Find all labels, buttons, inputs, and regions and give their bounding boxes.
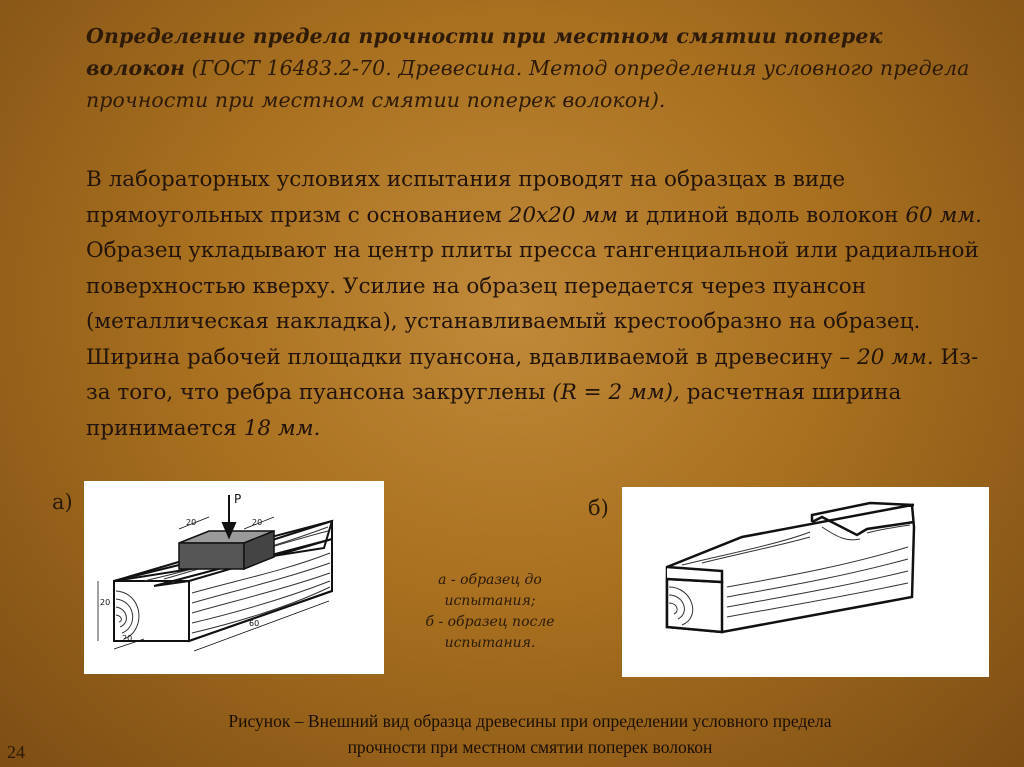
body-dim-len: 60 мм. bbox=[905, 202, 983, 228]
slide-title bbox=[86, 20, 986, 116]
force-label: P bbox=[234, 492, 242, 506]
body-p1: В лабораторных условиях испытания проводят на образцах в виде прямоугольных призм с основанием bbox=[86, 167, 846, 228]
body-text bbox=[86, 162, 986, 446]
legend-line-4: испытания. bbox=[444, 635, 536, 651]
body-dim-base: 20х20 мм bbox=[508, 202, 618, 228]
legend-line-1: а - образец до bbox=[438, 572, 542, 588]
figure-label-b: б) bbox=[588, 496, 609, 520]
body-p2: и длиной вдоль волокон bbox=[617, 202, 906, 228]
dim-top-right: 20 bbox=[252, 518, 263, 527]
body-p3: Образец укладывают на центр плиты пресса тангенциальной или радиальной поверхностью кверху. Усилие на образец передается через пуансон (металлическая накладка), устанавливаемый крестообразно на образец. Ширина рабочей площадки пуансона, вдавливаемой в древесину – bbox=[86, 238, 979, 370]
body-dim-width: 20 мм. bbox=[857, 344, 934, 370]
dim-top-left: 20 bbox=[186, 518, 197, 527]
body-calc-width: 18 мм. bbox=[243, 415, 321, 441]
body-p5: расчетная ширина принимается bbox=[86, 380, 902, 441]
legend-line-3: б - образец после bbox=[425, 614, 555, 630]
caption-line-2: прочности при местном смятии поперек волокон bbox=[347, 737, 713, 757]
legend-line-2: испытания; bbox=[444, 593, 536, 609]
caption-line-1: Рисунок – Внешний вид образца древесины при определении условного предела bbox=[228, 711, 832, 731]
punch-plate bbox=[179, 531, 274, 569]
figure-legend bbox=[390, 570, 590, 654]
dim-width: 20 bbox=[122, 634, 133, 643]
title-rest: (ГОСТ 16483.2-70. Древесина. Метод определения условного предела прочности при местном смятии поперек волокон). bbox=[86, 56, 970, 112]
page-number: 24 bbox=[7, 742, 25, 762]
figure-label-a: а) bbox=[52, 490, 73, 514]
body-p4: Из-за того, что ребра пуансона закруглены bbox=[86, 344, 979, 405]
figure-b-panel bbox=[622, 487, 989, 677]
figure-caption bbox=[120, 708, 940, 760]
specimen-before-diagram bbox=[84, 481, 384, 674]
figure-a-panel bbox=[84, 481, 384, 674]
specimen-after-diagram bbox=[622, 487, 989, 677]
dim-height: 20 bbox=[100, 598, 111, 607]
dim-length: 60 bbox=[249, 619, 260, 628]
body-radius: (R = 2 мм), bbox=[552, 380, 680, 405]
title-bold: Определение предела прочности при местном смятии поперек волокон bbox=[86, 24, 883, 80]
